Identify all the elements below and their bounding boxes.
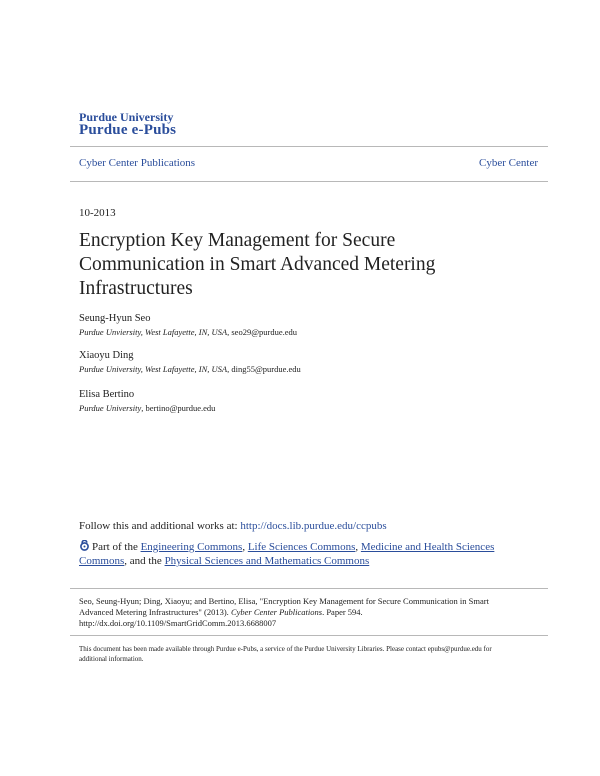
affiliation-email: , seo29@purdue.edu	[227, 327, 298, 337]
open-access-lock-icon	[79, 540, 90, 551]
divider-citation	[70, 588, 548, 589]
separator: ,	[355, 541, 361, 553]
part-of-line	[79, 540, 519, 568]
author-affiliation	[79, 364, 301, 374]
discipline-link[interactable]: Medicine and Health Sciences Commons	[79, 541, 495, 567]
university-name[interactable]: Purdue University	[79, 110, 174, 124]
series-link-right[interactable]: Cyber Center	[479, 157, 538, 169]
paper-title: Encryption Key Management for Secure Communication in Smart Advanced Metering Infrastructures	[79, 230, 436, 299]
author-affiliation	[79, 327, 297, 337]
follow-label: Follow this and additional works at:	[79, 520, 241, 532]
repository-notice: This document has been made available through Purdue e-Pubs, a service of the Purdue University Libraries. Please contact epubs@purdue.edu for additional information.	[79, 645, 492, 663]
author-name: Seung-Hyun Seo	[79, 313, 151, 324]
part-of-label: Part of the	[92, 541, 141, 553]
citation-doi: http://dx.doi.org/10.1109/SmartGridComm.2013.6688007	[79, 618, 277, 628]
series-link-left[interactable]: Cyber Center Publications	[79, 157, 196, 169]
follow-line	[79, 520, 387, 532]
author-name: Elisa Bertino	[79, 389, 135, 400]
divider-notice	[70, 635, 548, 636]
separator: , and the	[124, 555, 165, 567]
affiliation-email: , ding55@purdue.edu	[227, 364, 301, 374]
separator: ,	[242, 541, 248, 553]
collection-url-link[interactable]: http://docs.lib.purdue.edu/ccpubs	[240, 520, 387, 532]
citation-paper-number: . Paper 594.	[322, 607, 363, 617]
publication-date: 10-2013	[79, 207, 116, 219]
citation-block	[79, 596, 519, 629]
divider-top	[70, 146, 548, 147]
discipline-link[interactable]: Life Sciences Commons	[247, 541, 356, 553]
repository-name[interactable]: Purdue e-Pubs	[79, 122, 177, 138]
author-affiliation	[79, 403, 215, 413]
affiliation-institution: Purdue University	[79, 403, 142, 413]
citation-text: Seo, Seung-Hyun; Ding, Xiaoyu; and Bertino, Elisa, "Encryption Key Management for Secure Communication in Smart Advanced Metering Infrastructures" (2013).	[79, 596, 489, 617]
discipline-link[interactable]: Physical Sciences and Mathematics Commons	[164, 555, 370, 567]
affiliation-email: , bertino@purdue.edu	[141, 403, 216, 413]
affiliation-institution: Purdue University, West Lafayette, IN, USA	[79, 364, 228, 374]
discipline-link[interactable]: Engineering Commons	[140, 541, 243, 553]
affiliation-institution: Purdue Unviersity, West Lafayette, IN, USA	[79, 327, 228, 337]
divider-series	[70, 181, 548, 182]
citation-journal: Cyber Center Publications	[230, 607, 323, 617]
author-name: Xiaoyu Ding	[79, 350, 134, 361]
